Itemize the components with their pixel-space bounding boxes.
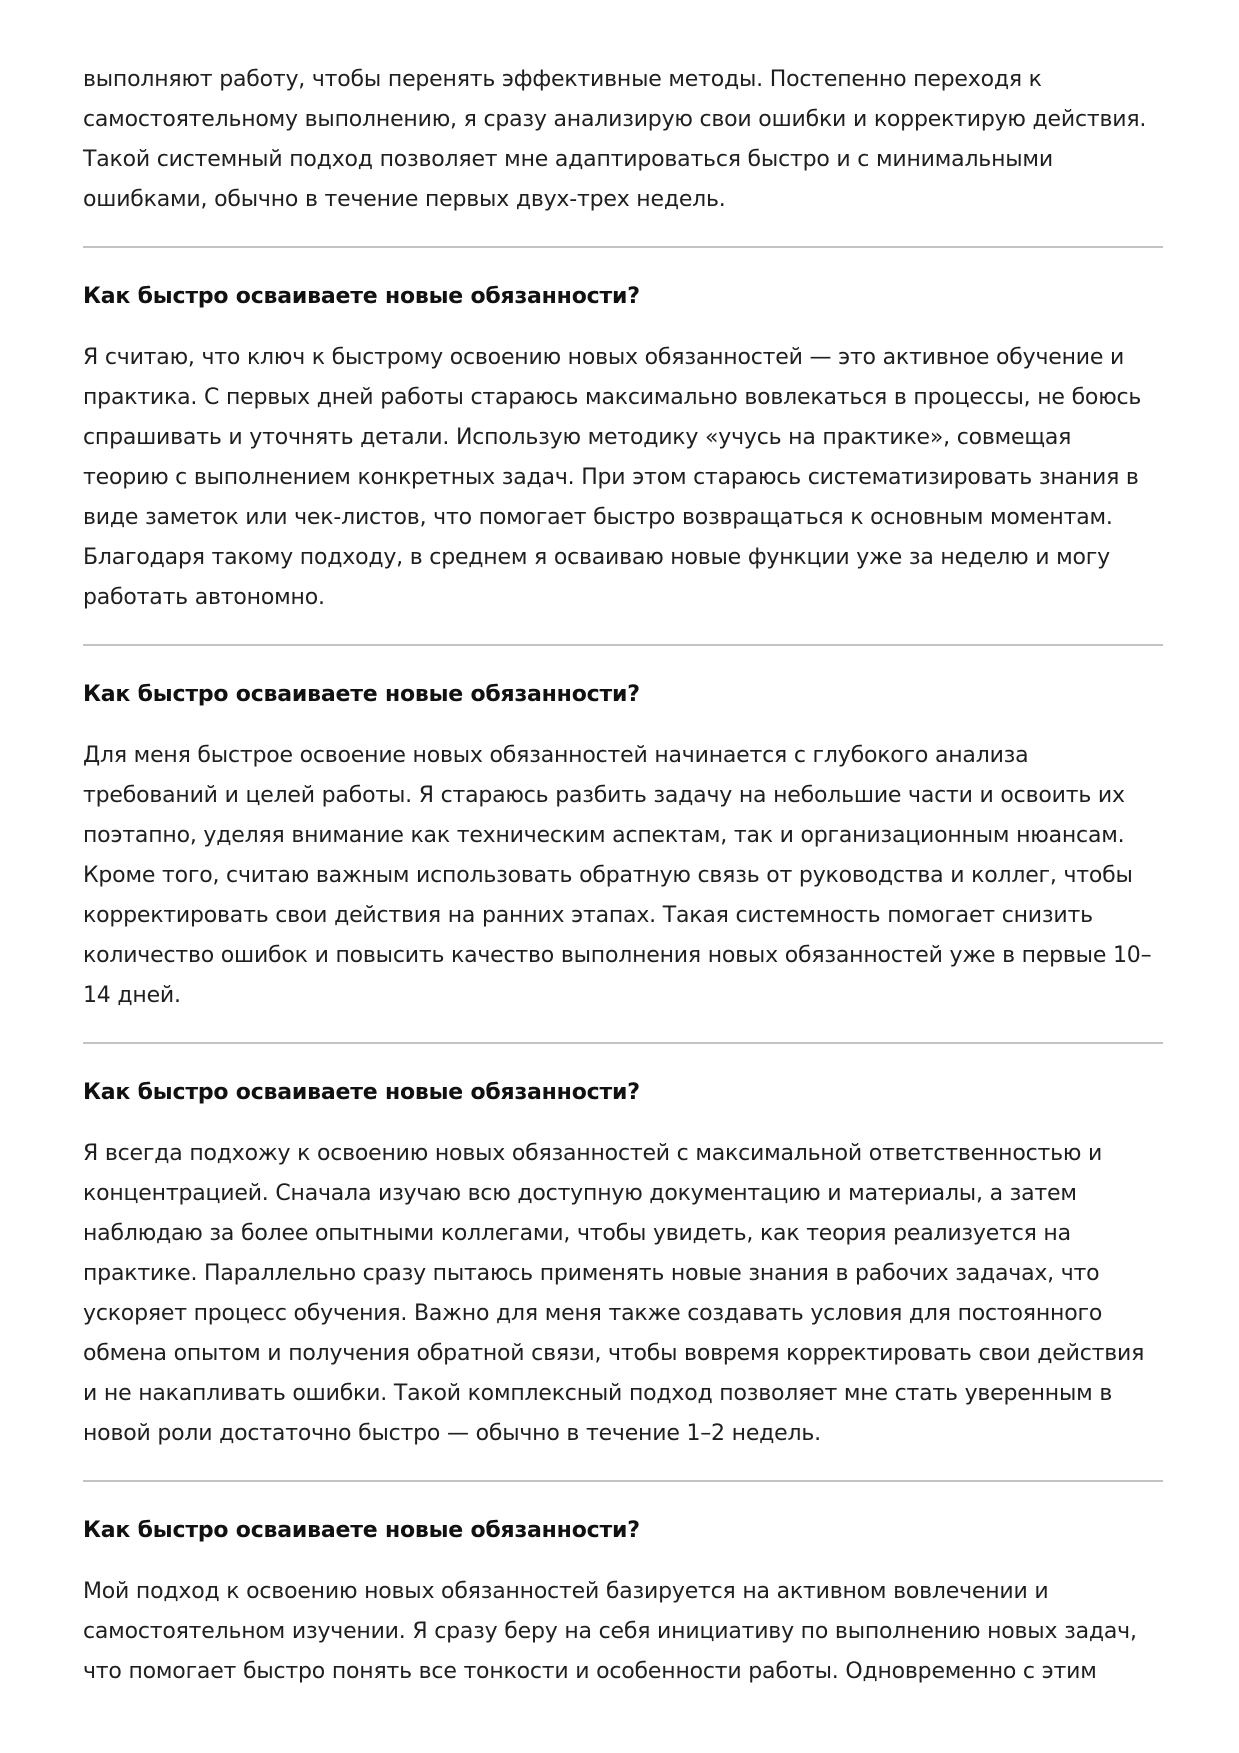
qa-section-1 [83, 282, 1163, 618]
answer-paragraph: Я всегда подхожу к освоению новых обязанностей с максимальной ответственностью и концентрацией. Сначала изучаю всю доступную документацию и материалы, а затем наблюдаю за более опытными коллегами, чтобы увидеть, как теория реализуется на практике. Параллельно сразу пытаюсь применять новые знания в рабочих задачах, что ускоряет процесс обучения. Важно для меня также создавать условия для постоянного обмена опытом и получения обратной связи, чтобы вовремя корректировать свои действия и не накапливать ошибки. Такой комплексный подход позволяет мне стать уверенным в новой роли достаточно быстро — обычно в течение 1–2 недель. [83, 1141, 1145, 1446]
qa-section-4 [83, 1516, 1163, 1692]
qa-section-2 [83, 680, 1163, 1016]
answer-paragraph: Мой подход к освоению новых обязанностей базируется на активном вовлечении и самостоятельном изучении. Я сразу беру на себя инициативу по выполнению новых задач, что помогает быстро понять все тонкости и особенности работы. Одновременно с этим [83, 1579, 1137, 1684]
answer-paragraph: Я считаю, что ключ к быстрому освоению новых обязанностей — это активное обучение и практика. С первых дней работы стараюсь максимально вовлекаться в процессы, не боюсь спрашивать и уточнять детали. Использую методику «учусь на практике», совмещая теорию с выполнением конкретных задач. При этом стараюсь систематизировать знания в виде заметок или чек-листов, что помогает быстро возвращаться к основным моментам. Благодаря такому подходу, в среднем я осваиваю новые функции уже за неделю и могу работать автономно. [83, 345, 1142, 610]
question-heading: Как быстро осваиваете новые обязанности? [83, 682, 640, 707]
section-divider [83, 246, 1163, 248]
section-divider [83, 644, 1163, 646]
question-heading: Как быстро осваиваете новые обязанности? [83, 1518, 640, 1543]
answer-paragraph: Для меня быстрое освоение новых обязанностей начинается с глубокого анализа требований и целей работы. Я стараюсь разбить задачу на небольшие части и освоить их поэтапно, уделяя внимание как техническим аспектам, так и организационным нюансам. Кроме того, считаю важным использовать обратную связь от руководства и коллег, чтобы корректировать свои действия на ранних этапах. Такая системность помогает снизить количество ошибок и повысить качество выполнения новых обязанностей уже в первые 10–14 дней. [83, 743, 1152, 1008]
question-heading: Как быстро осваиваете новые обязанности? [83, 284, 640, 309]
qa-section-3 [83, 1078, 1163, 1454]
section-divider [83, 1042, 1163, 1044]
question-heading: Как быстро осваиваете новые обязанности? [83, 1080, 640, 1105]
section-divider [83, 1480, 1163, 1482]
intro-paragraph: выполняют работу, чтобы перенять эффективные методы. Постепенно переходя к самостоятельному выполнению, я сразу анализирую свои ошибки и корректирую действия. Такой системный подход позволяет мне адаптироваться быстро и с минимальными ошибками, обычно в течение первых двух-трех недель. [83, 67, 1147, 212]
document-page [83, 0, 1163, 1692]
